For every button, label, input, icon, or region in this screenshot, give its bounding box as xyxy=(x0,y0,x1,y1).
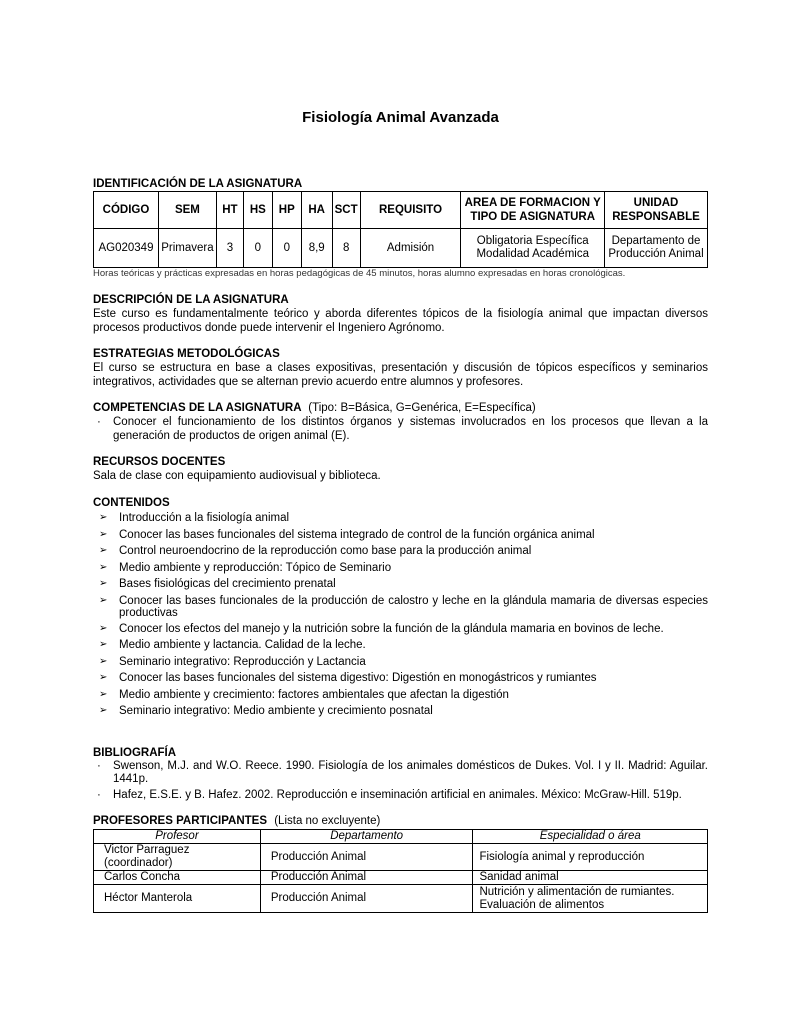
bullet-dot-icon: · xyxy=(97,760,101,772)
header-ha: HA xyxy=(301,192,332,229)
cell-hs: 0 xyxy=(243,229,272,268)
identificacion-table xyxy=(93,191,708,268)
arrow-bullet-icon: ➢ xyxy=(99,688,108,700)
bibliografia-heading: BIBLIOGRAFÍA xyxy=(93,747,177,759)
list-item: ➢ Seminario integrativo: Medio ambiente y crecimiento posnatal xyxy=(99,705,433,717)
header-profesor: Profesor xyxy=(94,830,261,844)
list-item: ➢ Conocer los efectos del manejo y la nutrición sobre la función de la glándula mamaria en bovinos de leche. xyxy=(99,622,664,635)
cell-departamento: Producción Animal xyxy=(260,871,473,885)
list-item: ➢ Conocer las bases funcionales del sistema integrado de control de la función orgánica animal xyxy=(99,528,595,541)
arrow-bullet-icon: ➢ xyxy=(99,528,108,540)
document-title: Fisiología Animal Avanzada xyxy=(302,109,499,126)
arrow-bullet-icon: ➢ xyxy=(99,561,108,573)
cell-sem: Primavera xyxy=(158,229,216,268)
cell-departamento: Producción Animal xyxy=(260,844,473,871)
header-unidad: UNIDAD RESPONSABLE xyxy=(605,192,708,229)
hours-note: Horas teóricas y prácticas expresadas en horas pedagógicas de 45 minutos, horas alumno expresadas en horas cronológicas. xyxy=(93,268,626,279)
header-area: AREA DE FORMACION Y TIPO DE ASIGNATURA xyxy=(461,192,605,229)
competencias-heading: COMPETENCIAS DE LA ASIGNATURA xyxy=(93,402,302,414)
cell-unidad: Departamento de Producción Animal xyxy=(605,229,708,268)
header-codigo: CÓDIGO xyxy=(94,192,159,229)
estrategias-heading: ESTRATEGIAS METODOLÓGICAS xyxy=(93,348,280,360)
arrow-bullet-icon: ➢ xyxy=(99,639,108,650)
descripcion-heading: DESCRIPCIÓN DE LA ASIGNATURA xyxy=(93,294,289,306)
profesores-table xyxy=(93,829,708,913)
table-row xyxy=(94,871,708,885)
cell-profesor: Héctor Manterola xyxy=(94,885,261,913)
cell-hp: 0 xyxy=(272,229,301,268)
list-item: ➢ Conocer las bases funcionales del sistema digestivo: Digestión en monogástricos y rumiantes xyxy=(99,672,597,684)
competencia-item: · Conocer el funcionamiento de los distintos órganos y sistemas involucrados en los procesos que llevan a la generación de productos de origen animal (E). xyxy=(97,416,708,442)
cell-especialidad: Nutrición y alimentación de rumiantes. Evaluación de alimentos xyxy=(473,885,708,913)
arrow-bullet-icon: ➢ xyxy=(99,594,108,606)
list-item: ➢ Control neuroendocrino de la reproducción como base para la producción animal xyxy=(99,545,532,557)
list-item: ➢ Seminario integrativo: Reproducción y Lactancia xyxy=(99,655,366,668)
profesores-heading: PROFESORES PARTICIPANTES xyxy=(93,815,268,827)
list-item: ➢ Medio ambiente y lactancia. Calidad de la leche. xyxy=(99,639,366,651)
bibliografia-item: · Swenson, M.J. and W.O. Reece. 1990. Fisiología de los animales domésticos de Dukes. Vol. I y II. Madrid: Aguilar. 1441p. xyxy=(97,760,708,785)
arrow-bullet-icon: ➢ xyxy=(99,705,108,716)
list-item: ➢ Bases fisiológicas del crecimiento prenatal xyxy=(99,578,336,590)
cell-ht: 3 xyxy=(216,229,243,268)
cell-departamento: Producción Animal xyxy=(260,885,473,913)
list-item: ➢ Medio ambiente y reproducción: Tópico de Seminario xyxy=(99,561,392,574)
arrow-bullet-icon: ➢ xyxy=(99,512,108,523)
cell-requisito: Admisión xyxy=(360,229,461,268)
table-row xyxy=(94,229,708,268)
header-sct: SCT xyxy=(332,192,360,229)
cell-profesor: Victor Parraguez (coordinador) xyxy=(94,844,261,871)
header-sem: SEM xyxy=(158,192,216,229)
header-especialidad: Especialidad o área xyxy=(473,830,708,844)
arrow-bullet-icon: ➢ xyxy=(99,545,108,556)
cell-sct: 8 xyxy=(332,229,360,268)
cell-especialidad: Fisiología animal y reproducción xyxy=(473,844,708,871)
cell-especialidad: Sanidad animal xyxy=(473,871,708,885)
contenidos-list xyxy=(93,512,708,718)
header-departamento: Departamento xyxy=(260,830,473,844)
table-row xyxy=(94,844,708,871)
list-item: ➢ Medio ambiente y crecimiento: factores ambientales que afectan la digestión xyxy=(99,688,509,701)
header-hs: HS xyxy=(243,192,272,229)
list-item: ➢ Introducción a la fisiología animal xyxy=(99,512,290,524)
cell-area: Obligatoria Específica Modalidad Académica xyxy=(461,229,605,268)
table-row xyxy=(94,885,708,913)
bullet-dot-icon: · xyxy=(97,789,101,801)
competencias-subtitle: (Tipo: B=Básica, G=Genérica, E=Específica) xyxy=(308,402,536,414)
arrow-bullet-icon: ➢ xyxy=(99,655,108,667)
header-hp: HP xyxy=(272,192,301,229)
competencias-heading-line xyxy=(93,402,708,415)
descripcion-text: Este curso es fundamentalmente teórico y aborda diferentes tópicos de la fisiología animal que impactan diversos procesos productivos donde puede intervenir el Ingeniero Agrónomo. xyxy=(93,308,708,334)
table-header-row xyxy=(94,192,708,229)
header-ht: HT xyxy=(216,192,243,229)
header-requisito: REQUISITO xyxy=(360,192,461,229)
identificacion-heading: IDENTIFICACIÓN DE LA ASIGNATURA xyxy=(93,178,303,190)
estrategias-text: El curso se estructura en base a clases expositivas, presentación y discusión de tópicos específicos y seminarios integrativos, actividades que se alternan previo acuerdo entre alumnos y profesores. xyxy=(93,362,708,388)
table-header-row xyxy=(94,830,708,844)
cell-profesor: Carlos Concha xyxy=(94,871,261,885)
list-item: ➢ Conocer las bases funcionales de la producción de calostro y leche en la glándula mamaria de diversas especies productivas xyxy=(99,594,708,619)
arrow-bullet-icon: ➢ xyxy=(99,672,108,683)
bibliografia-item: · Hafez, E.S.E. y B. Hafez. 2002. Reproducción e inseminación artificial en animales. México: McGraw-Hill. 519p. xyxy=(97,789,682,801)
arrow-bullet-icon: ➢ xyxy=(99,578,108,589)
recursos-heading: RECURSOS DOCENTES xyxy=(93,456,226,468)
contenidos-heading: CONTENIDOS xyxy=(93,497,170,509)
cell-ha: 8,9 xyxy=(301,229,332,268)
recursos-text: Sala de clase con equipamiento audiovisual y biblioteca. xyxy=(93,470,381,482)
profesores-heading-line xyxy=(93,815,708,828)
cell-codigo: AG020349 xyxy=(94,229,159,268)
profesores-subtitle: (Lista no excluyente) xyxy=(274,815,381,827)
bullet-dot-icon: · xyxy=(97,416,101,428)
arrow-bullet-icon: ➢ xyxy=(99,622,108,634)
